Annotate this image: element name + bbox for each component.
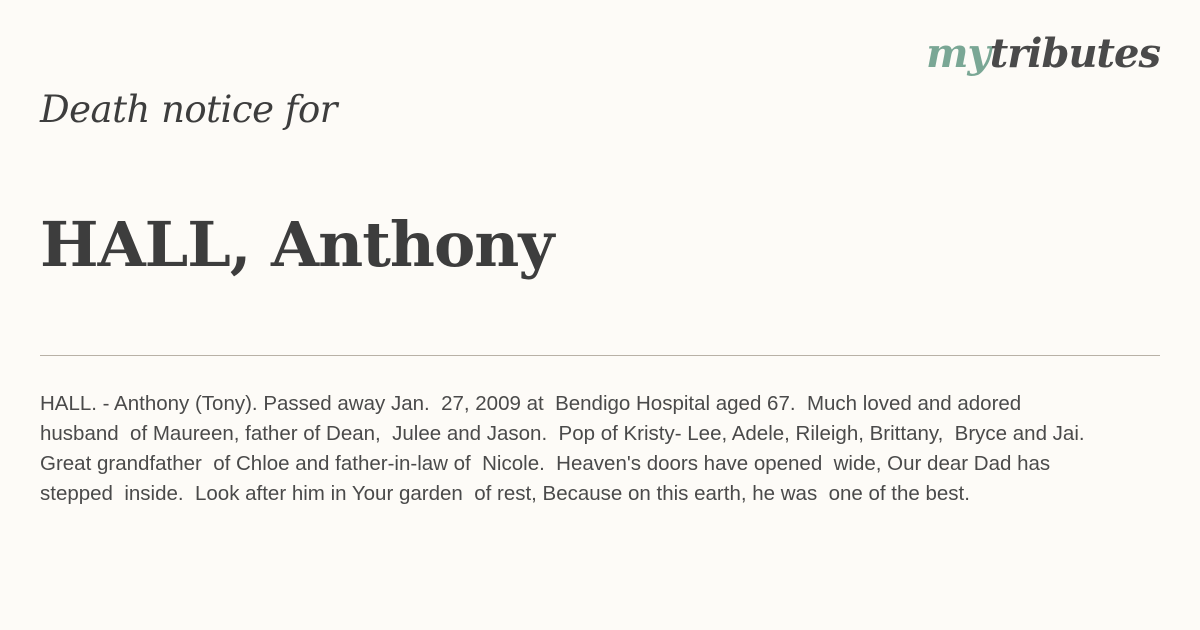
notice-subtitle: Death notice for [40, 88, 337, 131]
notice-text: HALL. - Anthony (Tony). Passed away Jan. 27, 2009 at Bendigo Hospital aged 67. Much loved and adored husband of Maureen, father of Dean, Julee and Jason. Pop of Kristy- Lee, Adele, Rileigh, Brittany, Bryce and Jai. Great grandfather of Chloe and father-in-law of Nicole. Heaven's doors have opened wide, Our dear Dad has stepped inside. Look after him in Your garden of rest, Because on this earth, he was one of the best. [40, 392, 1096, 505]
section-divider [40, 355, 1160, 356]
logo-my-text: my [926, 30, 990, 77]
logo-tributes-text: tributes [989, 30, 1160, 77]
deceased-name: HALL, Anthony [40, 208, 554, 281]
mytributes-logo[interactable] [926, 30, 1160, 77]
